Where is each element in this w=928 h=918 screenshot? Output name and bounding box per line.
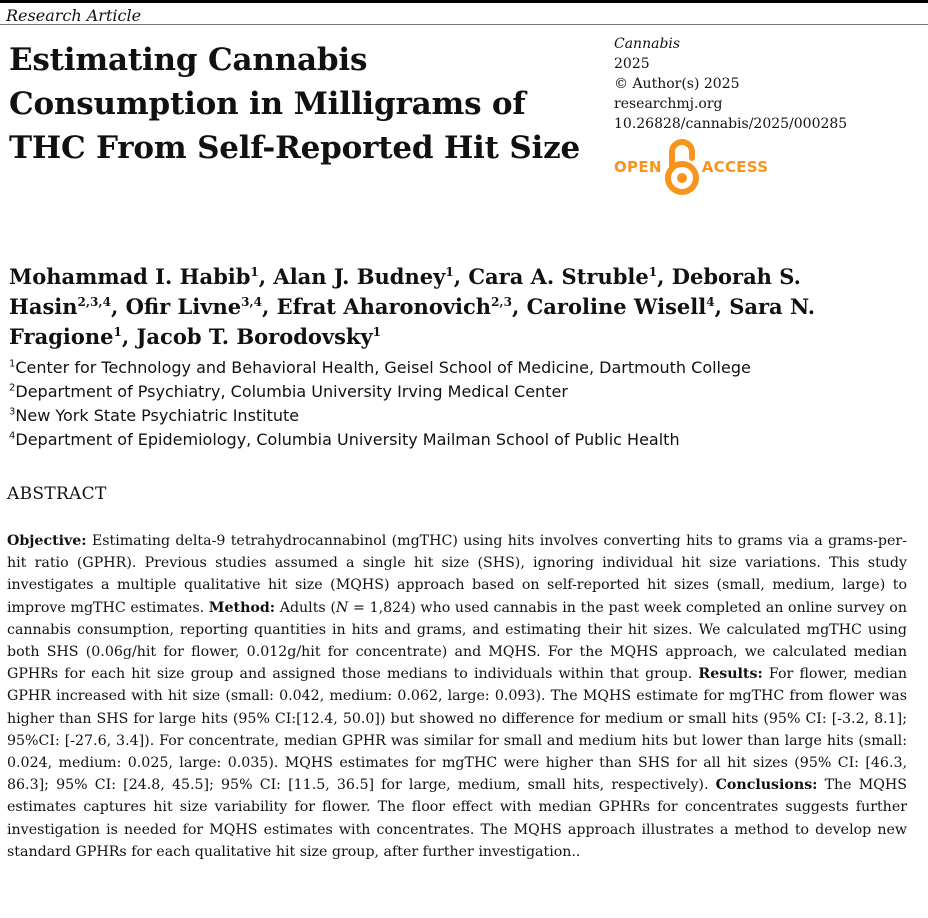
author-name: Cara A. Struble [468, 264, 649, 289]
results-text: For flower, median GPHR increased with hit size (small: 0.042, medium: 0.062, large: 0.093). The MQHS estimate for mgTHC from flower was higher than SHS for large hits (95% CI:[12.4, 50.0]) but showed no difference for medium or small hits (95% CI: [-3.2, 8.1]; 95%CI: [-27.6, 3.4]). For concentrate, median GPHR was similar for small and medium hits but lower than large hits (small: 0.024, medium: 0.025, large: 0.035). MQHS estimates for mgTHC were higher than SHS for all hit sizes (95% CI: [46.3, 86.3]; 95% CI: [24.8, 45.5]; 95% CI: [11.5, 36.5] for large, medium, small hits, respectively). [7, 666, 907, 794]
author [137, 324, 382, 349]
open-access-badge [614, 137, 768, 197]
author-separator: , [110, 294, 126, 319]
author [126, 294, 262, 319]
open-lock-icon [665, 138, 699, 196]
author-separator: , [121, 324, 137, 349]
author-separator: , [714, 294, 730, 319]
author-affiliation-sup: 3,4 [241, 295, 262, 309]
journal-doi[interactable]: 10.26828/cannabis/2025/000285 [614, 116, 848, 132]
open-access-right-text: ACCESS [701, 158, 769, 176]
author-affiliation-sup: 1 [648, 265, 658, 279]
affiliation-text: Department of Epidemiology, Columbia University Mailman School of Public Health [15, 430, 680, 449]
author-separator: , [261, 294, 277, 319]
author-affiliation-sup: 1 [372, 325, 382, 339]
header-rule [0, 24, 928, 25]
author [468, 264, 657, 289]
affiliation-number: 1 [9, 358, 16, 370]
conclusions-text: The MQHS estimates captures hit size variability for flower. The floor effect with median GPHRs for concentrates suggests further investigation is needed for MQHS estimates with concentrates. The MQHS approach illustrates a method to develop new standard GPHRs for each qualitative hit size group, after further investigation.. [7, 777, 907, 860]
author [273, 264, 453, 289]
author-separator: , [511, 294, 527, 319]
method-n-symbol: N [335, 599, 349, 616]
author-separator: , [453, 264, 469, 289]
author-name: Efrat Aharonovich [276, 294, 492, 319]
affiliation-number: 4 [9, 430, 16, 442]
author-affiliation-sup: 1 [445, 265, 454, 279]
affiliation-text: Center for Technology and Behavioral Health, Geisel School of Medicine, Dartmouth College [15, 358, 751, 377]
affiliation-text: Department of Psychiatry, Columbia University Irving Medical Center [15, 382, 568, 401]
affiliation-item [9, 428, 909, 452]
top-bar [0, 0, 928, 24]
affiliation-text: New York State Psychiatric Institute [15, 406, 300, 425]
results-label: Results: [698, 666, 763, 683]
author-name: Jacob T. Borodovsky [136, 324, 373, 349]
affiliation-number: 3 [9, 406, 16, 418]
article-type-label: Research Article [6, 6, 142, 25]
author-name: Deborah S. Hasin [9, 264, 801, 319]
author-affiliation-sup: 2,3,4 [77, 295, 111, 309]
author [9, 264, 259, 289]
author-affiliation-sup: 2,3 [491, 295, 512, 309]
author-name: Sara N. Fragione [9, 294, 816, 349]
author-affiliation-sup: 4 [706, 295, 715, 309]
author-name: Caroline Wisell [526, 294, 707, 319]
affiliation-item [9, 380, 909, 404]
objective-label: Objective: [7, 533, 87, 549]
author-separator: , [657, 264, 672, 289]
author-affiliation-sup: 1 [113, 325, 122, 339]
open-access-left-text: OPEN [614, 158, 662, 176]
author [527, 294, 715, 319]
journal-info [614, 34, 847, 134]
objective-text: Estimating delta-9 tetrahydrocannabinol (mgTHC) using hits involves converting hits to grams via a grams-per-hit ratio (GPHR). Previous studies assumed a single hit size (SHS), ignoring individual hit size variations. This study investigates a multiple qualitative hit size (MQHS) approach based on self-reported hit sizes (small, medium, large) to improve mgTHC estimates. [7, 533, 907, 616]
affiliation-list [9, 356, 909, 452]
author-name: Alan J. Budney [273, 264, 446, 289]
journal-year: 2025 [614, 56, 650, 72]
article-title: Estimating Cannabis Consumption in Milligrams of THC From Self-Reported Hit Size [9, 42, 581, 166]
author-separator: , [258, 264, 274, 289]
method-text-a: Adults ( [275, 599, 336, 616]
author [277, 294, 512, 319]
method-text-b: = 1,824) who used cannabis in the past week completed an online survey on cannabis consumption, reporting quantities in hits and grams, and estimating their hit sizes. We calculated mgTHC using both SHS (0.06g/hit for flower, 0.012g/hit for concentrate) and MQHS. For the MQHS approach, we calculated median GPHRs for each hit size group and assigned those medians to individuals within that group. [7, 599, 907, 683]
journal-name: Cannabis [614, 36, 681, 52]
abstract-heading: ABSTRACT [7, 484, 107, 504]
author-affiliation-sup: 1 [250, 265, 259, 279]
abstract-body [7, 530, 907, 863]
journal-copyright: © Author(s) 2025 [614, 76, 740, 92]
author-list [9, 262, 889, 352]
conclusions-label: Conclusions: [715, 777, 818, 794]
affiliation-number: 2 [9, 382, 16, 394]
affiliation-item [9, 404, 909, 428]
author-name: Mohammad I. Habib [9, 264, 251, 289]
journal-website[interactable]: researchmj.org [614, 96, 723, 112]
method-label: Method: [208, 599, 276, 616]
author-name: Ofir Livne [125, 294, 242, 319]
affiliation-item [9, 356, 909, 380]
